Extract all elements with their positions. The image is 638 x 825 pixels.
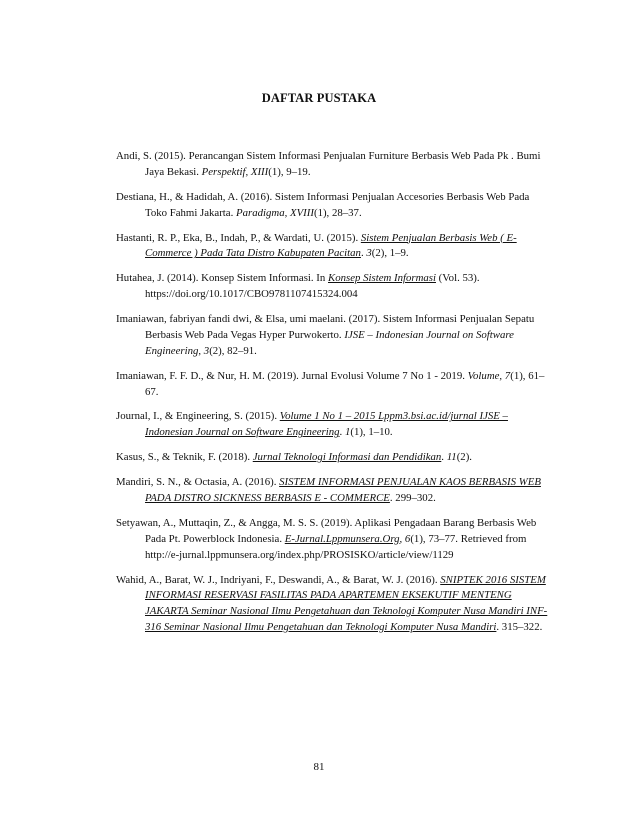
reference-text: Mandiri, S. N., & Octasia, A. (2016). [116, 476, 280, 489]
reference-text: Hutahea, J. (2014). Konsep Sistem Informasi. In [116, 272, 328, 285]
reference-text: 6 [404, 532, 411, 545]
reference-text: Wahid, A., Barat, W. J., Indriyani, F., Deswandi, A., & Barat, W. J. (2016). [116, 573, 441, 586]
reference-text: Perspektif, XIII [201, 165, 269, 178]
reference-text: 11 [446, 451, 457, 464]
reference-text: (1), 73–77. Retrieved from http://e-jurnal.lppmunsera.org/index.php/PROSISKO/article/view/1129 [145, 532, 527, 561]
reference-text: (1), 61–67. [145, 369, 545, 398]
reference-text: Hastanti, R. P., Eka, B., Indah, P., & Wardati, U. (2015). [116, 231, 361, 244]
reference-text: . [339, 426, 345, 439]
reference-text: 3 [203, 344, 210, 357]
reference-text: (2), 1–9. [371, 247, 409, 260]
reference-entry [116, 149, 552, 181]
reference-entry [116, 573, 552, 636]
reference-text: (Vol. 53). https://doi.org/10.1017/CBO9781107415324.004 [145, 272, 480, 301]
reference-text: Kasus, S., & Teknik, F. (2018). [116, 451, 253, 464]
reference-text: . [441, 451, 447, 464]
reference-text: SISTEM INFORMASI PENJUALAN KAOS BERBASIS WEB PADA DISTRO SICKNESS BERBASIS E - COMMERCE [145, 476, 541, 505]
reference-text: Volume, 7 [467, 369, 511, 382]
reference-entry [116, 516, 552, 563]
reference-text: (1), 1–10. [350, 426, 393, 439]
reference-text: Volume 1 No 1 – 2015 Lppm3.bsi.ac.id/jurnal IJSE – Indonesian Journal on Software Engineering [145, 410, 508, 439]
reference-entry [116, 369, 552, 401]
reference-text: . [360, 247, 367, 260]
reference-text: E-Jurnal.Lppmunsera.Org [284, 532, 400, 545]
reference-text: Imaniawan, F. F. D., & Nur, H. M. (2019). Jurnal Evolusi Volume 7 No 1 - 2019. [116, 369, 468, 382]
reference-text: (2), 82–91. [209, 344, 257, 357]
reference-entry [116, 409, 552, 441]
reference-text: . 315–322. [496, 621, 543, 633]
reference-text: Jurnal Teknologi Informasi dan Pendidikan [252, 451, 442, 464]
reference-text: 3 [366, 247, 372, 260]
reference-text: IJSE – Indonesian Journal on Software Engineering [145, 328, 514, 357]
reference-text: Imaniawan, fabriyan fandi dwi, & Elsa, umi maelani. (2017). Sistem Informasi Penjualan Sepatu Berbasis Web Pada Vegas Hyper Purwokerto. [116, 313, 535, 341]
reference-entry [116, 190, 552, 222]
page-number: 81 [313, 761, 325, 773]
reference-text: SNIPTEK 2016 SISTEM INFORMASI RESERVASI FASILITAS PADA APARTEMEN EKSEKUTIF MENTENG JAKARTA Seminar Nasional Ilmu Pengetahuan dan Teknologi Komputer Nusa Mandiri INF-316 Seminar Nasional Ilmu Pengetahuan dan Teknologi Komputer Nusa Mandiri [145, 573, 548, 633]
reference-entry [116, 312, 552, 359]
reference-text: (2). [456, 451, 472, 464]
reference-text: . 299–302. [389, 492, 436, 505]
reference-text: (1), 28–37. [313, 206, 362, 219]
reference-text: Konsep Sistem Informasi [328, 272, 436, 285]
reference-text: , [198, 344, 204, 357]
reference-text: Destiana, H., & Hadidah, A. (2016). Sistem Informasi Penjualan Accesories Berbasis Web Pada Toko Fahmi Jakarta. [116, 190, 530, 219]
page-title: DAFTAR PUSTAKA [261, 91, 377, 105]
reference-text: 1 [344, 426, 351, 439]
reference-text: , [399, 532, 405, 545]
reference-text: Journal, I., & Engineering, S. (2015). [116, 410, 280, 423]
reference-entry [116, 271, 552, 303]
reference-text: (1), 9–19. [268, 165, 311, 178]
reference-entry [116, 450, 552, 466]
reference-text: Paradigma, XVIII [236, 206, 314, 219]
reference-text: Sistem Penjualan Berbasis Web ( E-Commerce ) Pada Tata Distro Kabupaten Pacitan [145, 231, 517, 260]
reference-entry [116, 231, 552, 263]
reference-list [116, 149, 552, 645]
reference-entry [116, 475, 552, 507]
reference-text: Setyawan, A., Muttaqin, Z., & Angga, M. S. S. (2019). Aplikasi Pengadaan Barang Berbasis Web Pada Pt. Powerblock Indonesia. [116, 517, 537, 545]
reference-text: Andi, S. (2015). Perancangan Sistem Informasi Penjualan Furniture Berbasis Web Pada Pk . Bumi Jaya Bekasi. [116, 150, 541, 178]
